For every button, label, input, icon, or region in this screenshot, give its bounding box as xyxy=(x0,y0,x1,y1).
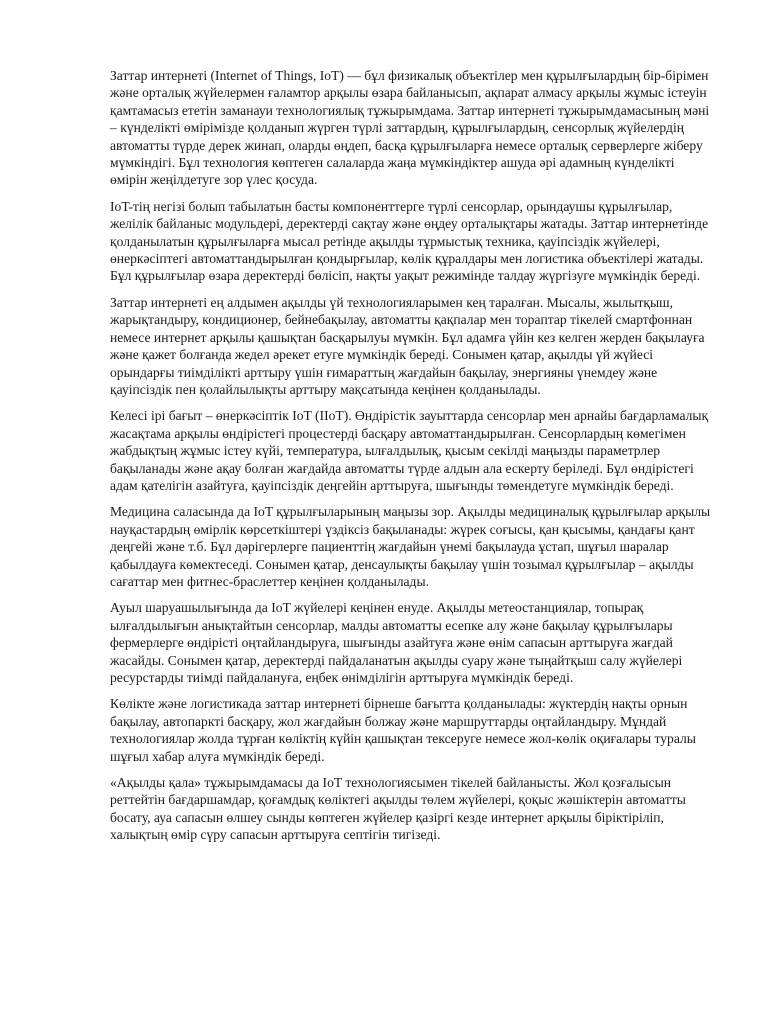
document-body xyxy=(110,67,714,853)
paragraph-components: IoT-тің негізі болып табылатын басты компоненттерге түрлі сенсорлар, орындаушы құрылғылар, желілік байланыс модульдері, деректерді сақтау және өңдеу орталықтары жатады. Заттар интернетінде қолданылатын құрылғыларға мысал ретінде ақылды тұрмыстық техника, қауіпсіздік жүйелері, өнеркәсіптегі автоматтандырылған қондырғылар, көлік құралдары мен логистика объектілері жатады. Бұл құрылғылар өзара деректерді бөлісіп, нақты уақыт режимінде талдау жүргізуге мүмкіндік береді. xyxy=(110,198,709,284)
paragraph-smart-city: «Ақылды қала» тұжырымдамасы да IoT технологиясымен тікелей байланысты. Жол қозғалысын реттейтін бағдаршамдар, қоғамдық көліктегі ақылды төлем жүйелері, қоқыс жәшіктерін автоматты босату, ауа сапасын өлшеу сынды көптеген жүйелер қазіргі кезде интернет арқылы біріктіріліп, халықтың өмір сүру сапасын арттыруға септігін тигізеді. xyxy=(110,775,686,843)
paragraph-medicine: Медицина саласында да IoT құрылғыларының маңызы зор. Ақылды медициналық құрылғылар арқылы науқастардың өмірлік көрсеткіштері үздіксіз бақыланады: жүрек соғысы, қан қысымы, қандағы қант деңгейі және т.б. Бұл дәрігерлерге пациенттің жағдайын үнемі бақылауда ұстап, шұғыл шаралар қабылдауға көмектеседі. Сонымен қатар, денсаулықты бақылау үшін тозымал құрылғылар – ақылды сағаттар мен фитнес-браслеттер кеңінен қолданылады. xyxy=(110,504,711,589)
paragraph-transport-logistics: Көлікте және логистикада заттар интернеті бірнеше бағытта қолданылады: жүктердің нақты орнын бақылау, автопаркті басқару, жол жағдайын болжау және маршруттарды оңтайландыру. Мұндай технологиялар жолда тұрған көліктің күйін қашықтан тексеруге немесе жол-көлік оқиғалары туралы шұғыл хабар алуға мүмкіндік береді. xyxy=(110,696,696,764)
paragraph-smart-home: Заттар интернеті ең алдымен ақылды үй технологияларымен кең таралған. Мысалы, жылытқыш, жарықтандыру, кондиционер, бейнебақылау, автоматты қақпалар мен торaптар тікелей смартфоннан немесе интернет арқылы қашықтан басқарылуы мүмкін. Бұл адамға үйін кез келген жерден бақылауға және қажет болғанда жедел әрекет етуге мүмкіндік береді. Сонымен қатар, ақылды үй жүйесі орындарғы тиімділікті арттыру үшін ғимараттың жағдайын бақылау, энергияны үнемдеу және қауіпсіздік пен қолайлылықты арттыру мақсатында кеңінен қолданылады. xyxy=(110,294,705,397)
paragraph-intro: Заттар интернеті (Internet of Things, IoT) — бұл физикалық объектілер мен құрылғылардың бір-бірімен және орталық жүйелермен ғаламтор арқылы өзара байланысып, ақпарат алмасу арқылы жұмыс істеуін қамтамасыз ететін заманауи технологиялық тұжырымдама. Заттар интернеті тұжырымдамасының мәні – күнделікті өмірімізде қолданып жүрген түрлі заттардың, құрылғылардың, сенсорлық жүйелердің автоматты түрде дерек жинап, оларды өңдеп, басқа құрылғыларға немесе орталық серверлерге жіберу мүмкіндігі. Бұл технология көптеген салаларда жаңа мүмкіндіктер ашуда әрі адамның күнделікті өмірін жеңілдетуге зор үлес қосуда. xyxy=(110,68,710,188)
paragraph-agriculture: Ауыл шаруашылығында да IoT жүйелері кеңінен енуде. Ақылды метеостанциялар, топырақ ылғалдылығын анықтайтын сенсорлар, малды автоматты есепке алу және бақылау құрылғылары фермерлерге өндірісті оңтайландыруға, шығынды азайтуға және өнім сапасын арттыруға жағдай жасайды. Сонымен қатар, деректерді пайдаланатын ақылды суару және тыңайтқыш салу жүйелері ресурстарды тиімді пайдалануға, еңбек өнімділігін арттыруға мүмкіндік береді. xyxy=(110,600,683,685)
paragraph-industrial-iot: Келесі ірі бағыт – өнеркәсіптік IoT (IIoT). Өндірістік зауыттарда сенсорлар мен арнайы бағдарламалық жасақтама арқылы өндірістегі процестерді басқару автоматтандырылған. Сенсорлардың көмегімен жабдықтың жұмыс істеу күйі, температура, ылғалдылық, қысым секілді маңызды параметрлер бақыланады және ақау болған жағдайда автоматты түрде алдын ала ескерту беріледі. Бұл өндірістегі адам қателігін азайтуға, қауіпсіздік деңгейін арттыруға, шығынды төмендетуге мүмкіндік береді. xyxy=(110,408,709,493)
